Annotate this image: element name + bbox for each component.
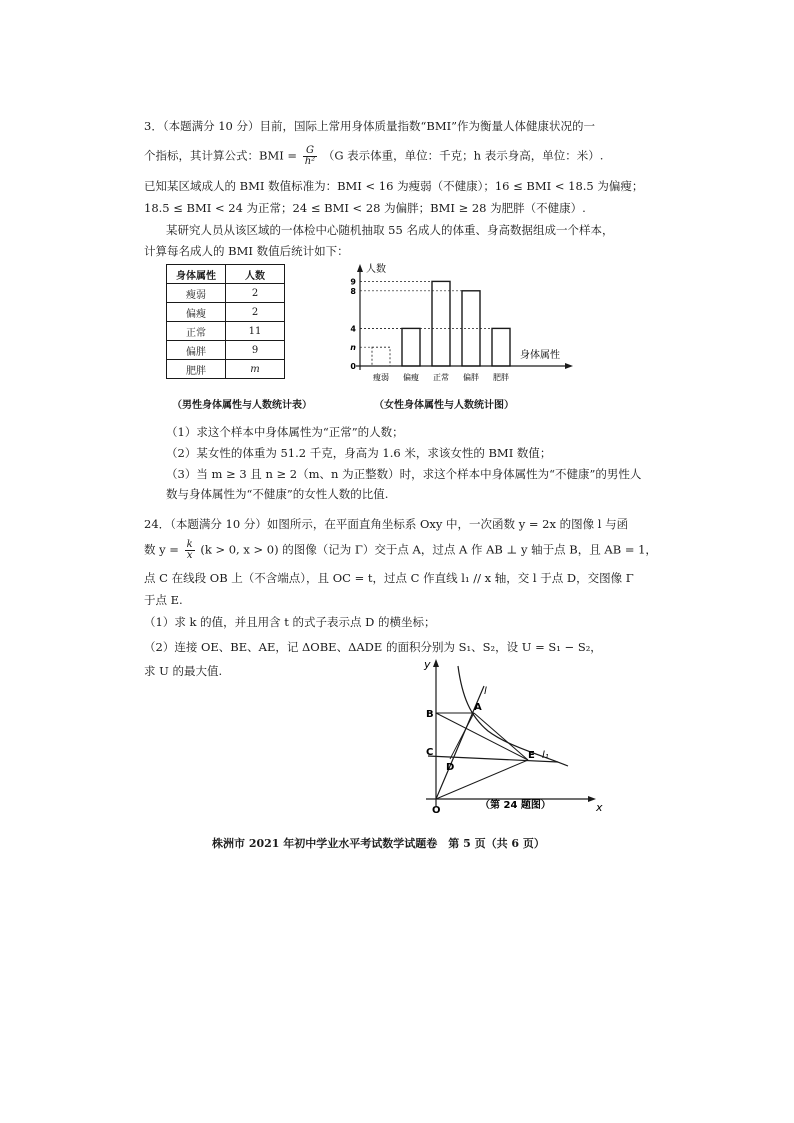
label-l: l bbox=[484, 686, 487, 697]
q23-line-5: 某研究人员从该区域的一体检中心随机抽取 55 名成人的体重、身高数据组成一个样本， bbox=[166, 223, 614, 237]
table-cell: 瘦弱 bbox=[167, 284, 226, 303]
table-cell it: m bbox=[226, 360, 285, 379]
q23-formula-prefix: 个指标，其计算公式：BMI = bbox=[144, 148, 298, 163]
q23-line-6: 计算每名成人的 BMI 数值后统计如下： bbox=[144, 244, 349, 258]
page-footer: 株洲市 2021 年初中学业水平考试数学试题卷 第 5 页（共 6 页） bbox=[212, 837, 545, 850]
label-e: E bbox=[528, 750, 535, 761]
chart-category-label: 肥胖 bbox=[493, 373, 509, 382]
chart-caption: （女性身体属性与人数统计图） bbox=[374, 400, 514, 411]
q23-formula-suffix: （G 表示体重，单位：千克；h 表示身高，单位：米）. bbox=[322, 148, 604, 163]
table-row bbox=[167, 303, 285, 322]
chart-y-tick-label: n bbox=[350, 343, 356, 353]
chart-category-label: 瘦弱 bbox=[373, 373, 389, 382]
table-header-cell: 人数 bbox=[226, 265, 285, 284]
bmi-fraction-denominator: h² bbox=[304, 156, 316, 167]
female-bar-chart bbox=[340, 260, 580, 390]
chart-bar bbox=[402, 328, 420, 366]
label-y: y bbox=[424, 658, 431, 671]
segment-ad bbox=[450, 713, 474, 759]
chart-category-label: 偏瘦 bbox=[403, 373, 419, 382]
q24-sub2: （2）连接 OE、BE、AE，记 ΔOBE、ΔADE 的面积分别为 S₁、S₂，设 U = S₁ − S₂， bbox=[144, 640, 602, 654]
q23-line-1: 3．（本题满分 10 分）目前，国际上常用身体质量指数“BMI”作为衡量人体健康状况的一 bbox=[144, 119, 596, 133]
table-row bbox=[167, 341, 285, 360]
q23-sub1: （1）求这个样本中身体属性为“正常”的人数； bbox=[166, 425, 404, 439]
male-stats-table bbox=[166, 264, 285, 379]
fraction-denominator: x bbox=[186, 550, 193, 561]
q23-line-4: 18.5 ≤ BMI < 24 为正常；24 ≤ BMI < 28 为偏胖；BMI ≥ 28 为肥胖（不健康）. bbox=[144, 201, 586, 215]
q23-line-3: 已知某区域成人的 BMI 数值标准为：BMI < 16 为瘦弱（不健康）；16 ≤ BMI < 18.5 为偏瘦； bbox=[144, 179, 644, 193]
table-cell: 偏胖 bbox=[167, 341, 226, 360]
x-axis-arrow-icon bbox=[588, 796, 596, 802]
q24-sub3: 求 U 的最大值. bbox=[144, 664, 223, 678]
q24-figure bbox=[418, 656, 608, 816]
y-axis-arrow-icon bbox=[433, 659, 439, 667]
table-cell: 9 bbox=[226, 341, 285, 360]
chart-bar bbox=[372, 347, 390, 366]
q24-line-2 bbox=[144, 540, 657, 561]
table-caption: （男性身体属性与人数统计表） bbox=[172, 400, 312, 411]
chart-x-arrow-icon bbox=[565, 363, 573, 369]
label-x: x bbox=[596, 801, 603, 814]
chart-bar bbox=[432, 281, 450, 366]
table-row bbox=[167, 360, 285, 379]
chart-y-tick-label: 9 bbox=[350, 277, 356, 287]
table-header-row bbox=[167, 265, 285, 284]
label-l1: l₁ bbox=[542, 750, 549, 761]
q24-sub1: （1）求 k 的值，并且用含 t 的式子表示点 D 的横坐标； bbox=[144, 615, 436, 629]
table-row bbox=[167, 284, 285, 303]
q23-sub3b: 数与身体属性为“不健康”的女性人数的比值. bbox=[166, 487, 389, 501]
chart-y-arrow-icon bbox=[357, 264, 363, 272]
chart-y-tick-label: 8 bbox=[350, 286, 356, 296]
table-cell: 偏瘦 bbox=[167, 303, 226, 322]
q24-func-prefix: 数 y = bbox=[144, 542, 179, 557]
table-cell: 11 bbox=[226, 322, 285, 341]
hyperbola-curve bbox=[458, 666, 568, 766]
label-o: O bbox=[432, 805, 441, 816]
chart-x-label: 身体属性 bbox=[520, 350, 560, 361]
q24-line-1: 24．（本题满分 10 分）如图所示，在平面直角坐标系 Oxy 中，一次函数 y = 2x 的图像 l 与函 bbox=[144, 517, 629, 531]
q24-line-4: 于点 E. bbox=[144, 593, 183, 607]
label-c: C bbox=[426, 747, 434, 758]
chart-y-tick-label: 4 bbox=[350, 324, 356, 334]
chart-bar bbox=[492, 328, 510, 366]
k-over-x-fraction bbox=[185, 540, 195, 561]
table-row bbox=[167, 322, 285, 341]
table-cell: 2 bbox=[226, 284, 285, 303]
label-b: B bbox=[426, 709, 434, 720]
q23-sub3a: （3）当 m ≥ 3 且 n ≥ 2（m、n 为正整数）时，求这个样本中身体属性为“不健康”的男性人 bbox=[166, 467, 642, 481]
table-cell: 2 bbox=[226, 303, 285, 322]
chart-category-label: 正常 bbox=[433, 373, 449, 382]
q24-func-suffix: (k > 0, x > 0) 的图像（记为 Γ）交于点 A，过点 A 作 AB ⊥ y 轴于点 B，且 AB = 1， bbox=[200, 542, 657, 557]
table-cell: 正常 bbox=[167, 322, 226, 341]
q23-line-2 bbox=[144, 146, 603, 167]
q23-sub2: （2）某女性的体重为 51.2 千克，身高为 1.6 米，求该女性的 BMI 数值； bbox=[166, 446, 552, 460]
label-a: A bbox=[474, 702, 482, 713]
q24-line-3: 点 C 在线段 OB 上（不含端点），且 OC = t，过点 C 作直线 l₁ // x 轴，交 l 于点 D，交图像 Γ bbox=[144, 571, 634, 585]
figure-caption: （第 24 题图） bbox=[480, 800, 551, 811]
chart-category-label: 偏胖 bbox=[463, 373, 479, 382]
chart-y-label: 人数 bbox=[366, 264, 386, 275]
bmi-fraction bbox=[303, 146, 317, 167]
table-header-cell: 身体属性 bbox=[167, 265, 226, 284]
bmi-fraction-numerator: G bbox=[303, 146, 317, 157]
table-cell: 肥胖 bbox=[167, 360, 226, 379]
chart-y-tick-label: 0 bbox=[350, 362, 356, 371]
label-d: D bbox=[446, 762, 455, 773]
fraction-numerator: k bbox=[186, 539, 193, 550]
